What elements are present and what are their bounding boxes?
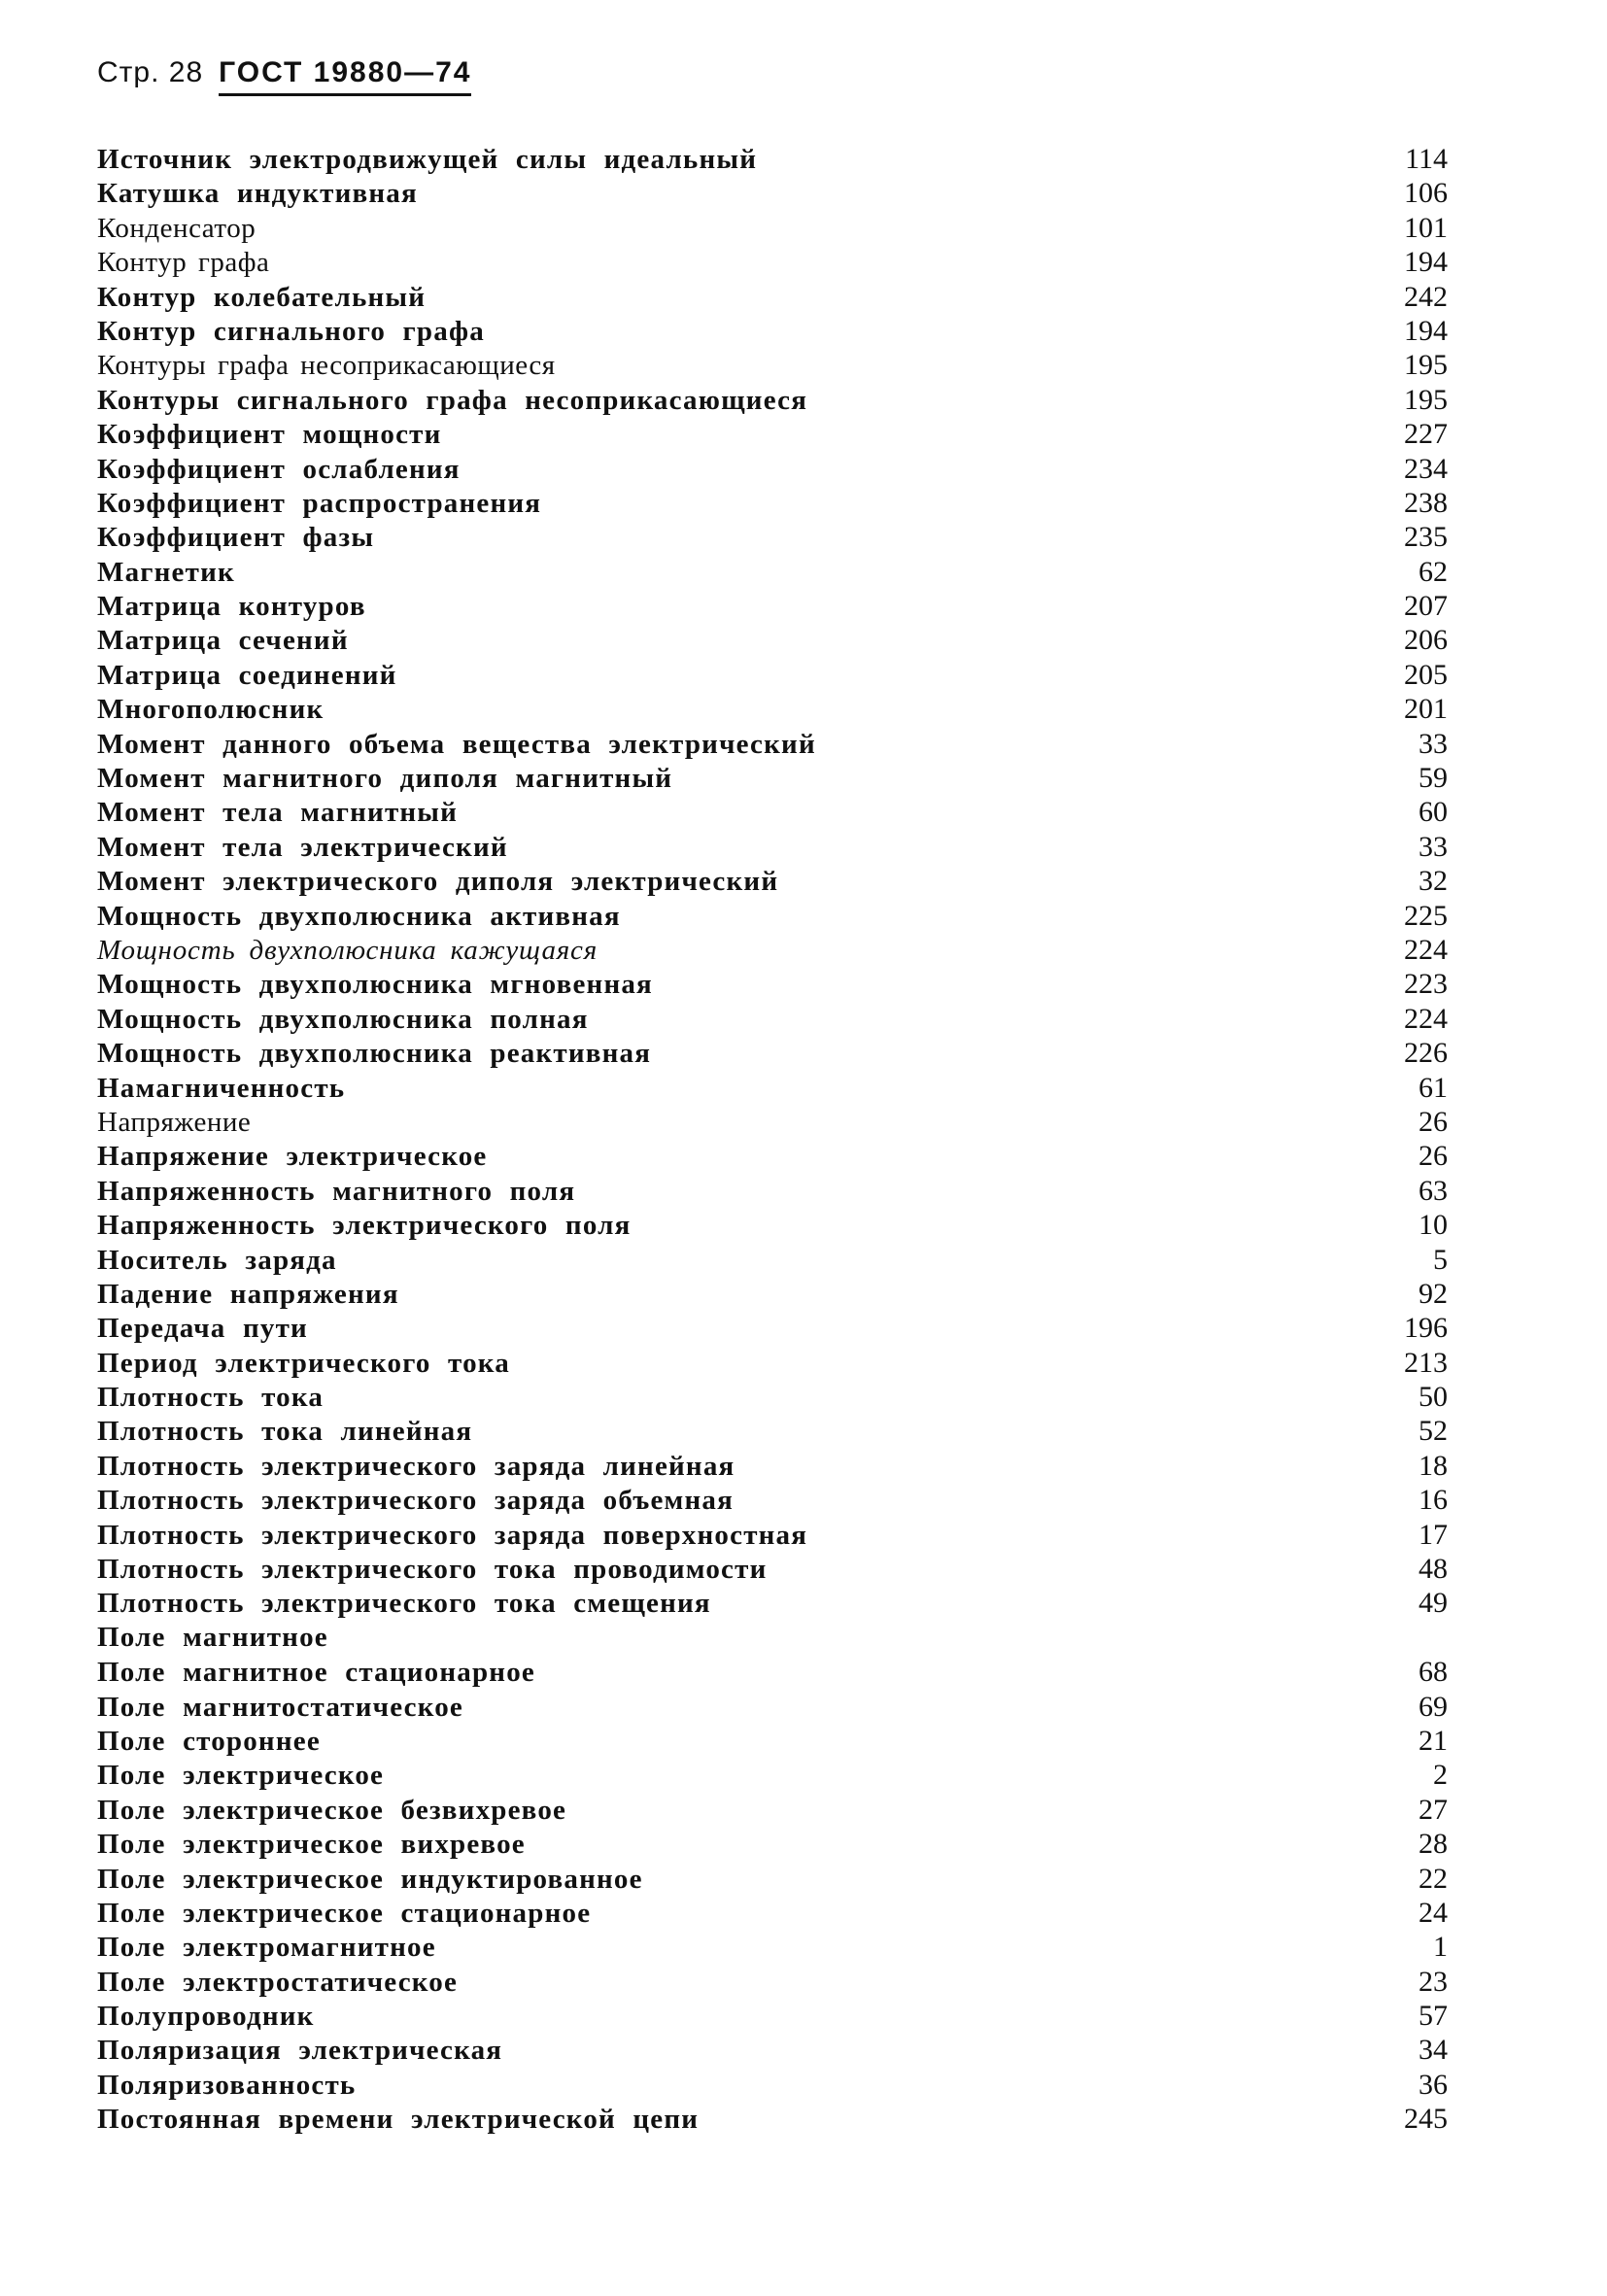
index-entry [97,1414,1448,1448]
entry-term: Источник электродвижущей силы идеальный [97,144,758,175]
index-list [97,142,1448,2137]
entry-number: 234 [1404,452,1448,485]
index-entry [97,623,1448,657]
index-entry [97,1311,1448,1345]
index-entry [97,1965,1448,1999]
entry-term: Коэффициент мощности [97,419,442,451]
entry-term: Контур графа [97,247,270,279]
entry-number: 34 [1419,2034,1448,2067]
entry-term: Момент данного объема вещества электрический [97,728,816,760]
entry-term: Поляризованность [97,2069,357,2101]
entry-term: Многополюсник [97,694,325,726]
index-entry [97,1724,1448,1758]
index-entry [97,1483,1448,1517]
entry-number: 50 [1419,1381,1448,1414]
entry-term: Поле электрическое безвихревое [97,1794,567,1826]
entry-term: Поле электрическое стационарное [97,1897,592,1929]
index-entry [97,486,1448,520]
index-entry [97,1621,1448,1655]
entry-number: 106 [1404,177,1448,210]
index-entry [97,1552,1448,1586]
index-entry [97,1999,1448,2033]
index-entry [97,1758,1448,1792]
index-entry [97,452,1448,486]
index-entry [97,1827,1448,1861]
entry-number: 24 [1419,1896,1448,1929]
entry-number: 33 [1419,830,1448,863]
index-entry [97,348,1448,382]
index-entry [97,142,1448,176]
entry-number: 63 [1419,1174,1448,1207]
entry-term: Поле магнитное [97,1621,328,1653]
index-entry [97,1243,1448,1277]
entry-term: Плотность электрического заряда поверхностная [97,1519,808,1551]
entry-number: 17 [1419,1518,1448,1551]
entry-number: 16 [1419,1484,1448,1517]
entry-number: 33 [1419,727,1448,760]
entry-term: Поле электрическое вихревое [97,1829,526,1861]
entry-number: 27 [1419,1793,1448,1826]
entry-number: 92 [1419,1277,1448,1310]
index-entry [97,383,1448,417]
index-entry [97,692,1448,726]
entry-number: 194 [1404,314,1448,347]
entry-term: Напряженность магнитного поля [97,1175,576,1207]
index-entry [97,1036,1448,1070]
entry-number: 201 [1404,693,1448,726]
index-entry [97,2068,1448,2102]
entry-number: 195 [1404,383,1448,416]
entry-term: Напряжение электрическое [97,1141,488,1173]
entry-term: Плотность тока линейная [97,1416,473,1448]
entry-term: Поле магнитостатическое [97,1691,463,1723]
entry-term: Плотность электрического заряда линейная [97,1450,735,1482]
index-entry [97,1518,1448,1552]
index-entry [97,1930,1448,1964]
index-entry [97,1690,1448,1724]
index-entry [97,1896,1448,1930]
entry-number: 62 [1419,555,1448,588]
index-entry [97,1071,1448,1105]
entry-number: 32 [1419,865,1448,898]
index-entry [97,727,1448,761]
entry-number: 226 [1404,1037,1448,1070]
index-entry [97,1586,1448,1620]
entry-term: Период электрического тока [97,1347,510,1379]
entry-number: 245 [1404,2103,1448,2136]
standard-designation: ГОСТ 19880—74 [219,56,471,96]
index-entry [97,314,1448,348]
entry-number: 207 [1404,590,1448,623]
entry-term: Коэффициент распространения [97,487,542,519]
entry-term: Поле электрическое [97,1760,385,1792]
entry-term: Конденсатор [97,212,256,244]
entry-number: 238 [1404,486,1448,519]
index-entry [97,1277,1448,1311]
entry-term: Поле электростатическое [97,1966,459,1998]
entry-number: 114 [1405,143,1448,175]
entry-number: 49 [1419,1587,1448,1620]
index-entry [97,1105,1448,1139]
entry-number: 213 [1404,1346,1448,1379]
index-entry [97,1346,1448,1380]
entry-term: Матрица соединений [97,659,397,691]
page-header [97,56,471,96]
entry-number: 60 [1419,796,1448,829]
entry-number: 206 [1404,624,1448,657]
index-entry [97,211,1448,245]
entry-term: Напряженность электрического поля [97,1210,632,1242]
entry-term: Плотность электрического заряда объемная [97,1485,734,1517]
entry-term: Поле электрическое индуктированное [97,1863,643,1895]
index-entry [97,1793,1448,1827]
index-entry [97,2033,1448,2067]
entry-term: Магнетик [97,556,235,588]
entry-number: 2 [1433,1759,1448,1792]
index-entry [97,1862,1448,1896]
entry-term: Контуры сигнального графа несоприкасающиеся [97,384,808,416]
entry-term: Носитель заряда [97,1244,337,1276]
entry-term: Намагниченность [97,1072,346,1104]
entry-term: Контур сигнального графа [97,315,485,347]
entry-term: Момент магнитного диполя магнитный [97,763,673,795]
entry-number: 48 [1419,1553,1448,1586]
entry-number: 194 [1404,246,1448,279]
index-entry [97,245,1448,279]
entry-term: Катушка индуктивная [97,178,418,210]
index-entry [97,864,1448,898]
entry-number: 23 [1419,1965,1448,1998]
entry-term: Поле стороннее [97,1725,321,1757]
entry-number: 196 [1404,1312,1448,1345]
entry-term: Передача пути [97,1313,308,1345]
index-entry [97,761,1448,795]
entry-number: 224 [1404,1002,1448,1035]
entry-term: Матрица сечений [97,625,349,657]
entry-term: Мощность двухполюсника активная [97,900,621,932]
entry-number: 21 [1419,1724,1448,1757]
entry-term: Контур колебательный [97,281,427,313]
entry-number: 101 [1404,211,1448,244]
index-entry [97,176,1448,210]
entry-term: Постоянная времени электрической цепи [97,2104,700,2136]
entry-number: 52 [1419,1415,1448,1448]
index-entry [97,1449,1448,1483]
entry-number: 5 [1433,1243,1448,1276]
index-entry [97,589,1448,623]
entry-number: 26 [1419,1140,1448,1173]
entry-number: 10 [1419,1209,1448,1242]
index-entry [97,417,1448,451]
entry-number: 18 [1419,1449,1448,1482]
entry-number: 36 [1419,2068,1448,2101]
entry-term: Коэффициент ослабления [97,453,461,485]
entry-number: 223 [1404,968,1448,1001]
index-entry [97,280,1448,314]
entry-number: 69 [1419,1690,1448,1723]
entry-term: Коэффициент фазы [97,522,375,554]
entry-term: Плотность электрического тока проводимости [97,1554,768,1586]
index-entry [97,899,1448,933]
entry-term: Плотность электрического тока смещения [97,1588,711,1620]
index-entry [97,1002,1448,1036]
entry-term: Плотность тока [97,1382,325,1414]
index-entry [97,933,1448,967]
entry-number: 59 [1419,762,1448,795]
entry-number: 57 [1419,2000,1448,2033]
entry-term: Падение напряжения [97,1278,399,1310]
index-entry [97,795,1448,829]
index-entry [97,1174,1448,1208]
entry-term: Момент тела электрический [97,831,508,863]
index-entry [97,1655,1448,1689]
entry-term: Мощность двухполюсника кажущаяся [97,934,598,966]
index-entry [97,1208,1448,1242]
entry-term: Контуры графа несоприкасающиеся [97,350,556,382]
entry-number: 225 [1404,899,1448,932]
page-number: Стр. 28 [97,56,204,88]
entry-number: 235 [1404,521,1448,554]
entry-number: 1 [1433,1931,1448,1964]
entry-term: Напряжение [97,1106,252,1138]
entry-number: 68 [1419,1656,1448,1689]
index-entry [97,520,1448,554]
entry-number: 26 [1419,1105,1448,1138]
entry-term: Мощность двухполюсника реактивная [97,1038,652,1070]
entry-number: 28 [1419,1828,1448,1861]
entry-number: 22 [1419,1862,1448,1895]
entry-term: Поле магнитное стационарное [97,1657,535,1689]
index-entry [97,2102,1448,2136]
entry-term: Полупроводник [97,2001,315,2033]
entry-number: 224 [1404,933,1448,966]
entry-number: 61 [1419,1071,1448,1104]
index-entry [97,555,1448,589]
entry-term: Момент электрического диполя электрический [97,866,779,898]
entry-term: Матрица контуров [97,591,366,623]
index-entry [97,1139,1448,1173]
entry-term: Момент тела магнитный [97,797,459,829]
index-entry [97,1380,1448,1414]
index-entry [97,967,1448,1001]
index-entry [97,830,1448,864]
entry-term: Мощность двухполюсника мгновенная [97,969,653,1001]
entry-number: 227 [1404,418,1448,451]
entry-term: Поляризация электрическая [97,2035,503,2067]
entry-term: Мощность двухполюсника полная [97,1003,589,1035]
entry-number: 205 [1404,658,1448,691]
index-entry [97,658,1448,692]
entry-term: Поле электромагнитное [97,1932,436,1964]
entry-number: 195 [1404,349,1448,382]
entry-number: 242 [1404,280,1448,313]
